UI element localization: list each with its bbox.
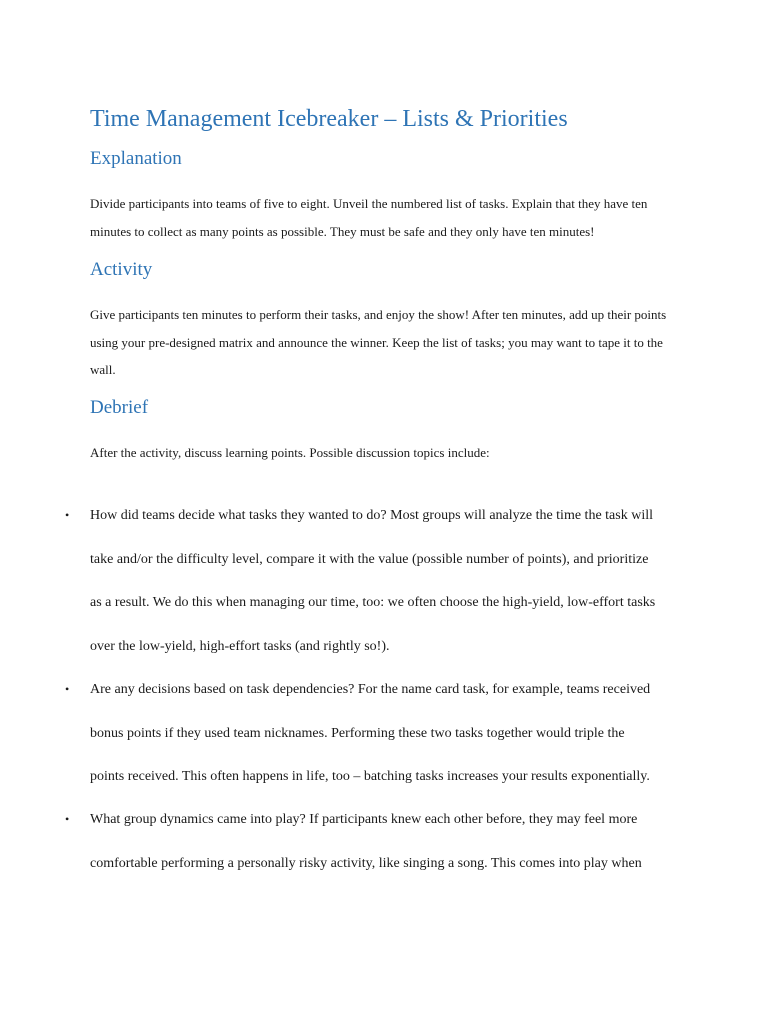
text-line: Divide participants into teams of five to eight. Unveil the numbered list of tasks. Explain that they have ten [90,196,648,211]
bullet-icon: • [65,682,70,696]
list-item [65,798,690,885]
text-line: comfortable performing a personally risky activity, like singing a song. This comes into play when [90,855,642,871]
text-line: take and/or the difficulty level, compare it with the value (possible number of points), and prioritize [90,551,649,567]
text-line: minutes to collect as many points as possible. They must be safe and they only have ten minutes! [90,223,595,239]
text-line: as a result. We do this when managing our time, too: we often choose the high-yield, low-effort tasks [90,595,656,610]
text-line: What group dynamics came into play? If participants knew each other before, they may feel more [90,812,638,827]
bullet-icon: • [65,508,70,522]
heading-activity: Activity [90,259,153,280]
text-line: After the activity, discuss learning points. Possible discussion topics include: [90,445,490,460]
heading-explanation: Explanation [90,148,182,169]
text-line: using your pre-designed matrix and announce the winner. Keep the list of tasks; you may want to tape it to the [90,334,663,350]
list-item [65,668,690,799]
text-line: Are any decisions based on task dependencies? For the name card task, for example, teams received [90,682,651,697]
text-line: wall. [90,362,116,377]
text-line: points received. This often happens in life, too – batching tasks increases your results exponentially. [90,769,650,784]
text-line: How did teams decide what tasks they wanted to do? Most groups will analyze the time the task will [90,508,653,523]
bullet-icon: • [65,812,70,826]
text-line: bonus points if they used team nicknames. Performing these two tasks together would triple the [90,725,625,741]
text-line: over the low-yield, high-effort tasks (and rightly so!). [90,638,390,654]
list-item [65,494,690,668]
heading-debrief: Debrief [90,397,149,418]
text-line: Give participants ten minutes to perform their tasks, and enjoy the show! After ten minutes, add up their points [90,307,667,322]
document-title: Time Management Icebreaker – Lists & Priorities [90,106,568,132]
